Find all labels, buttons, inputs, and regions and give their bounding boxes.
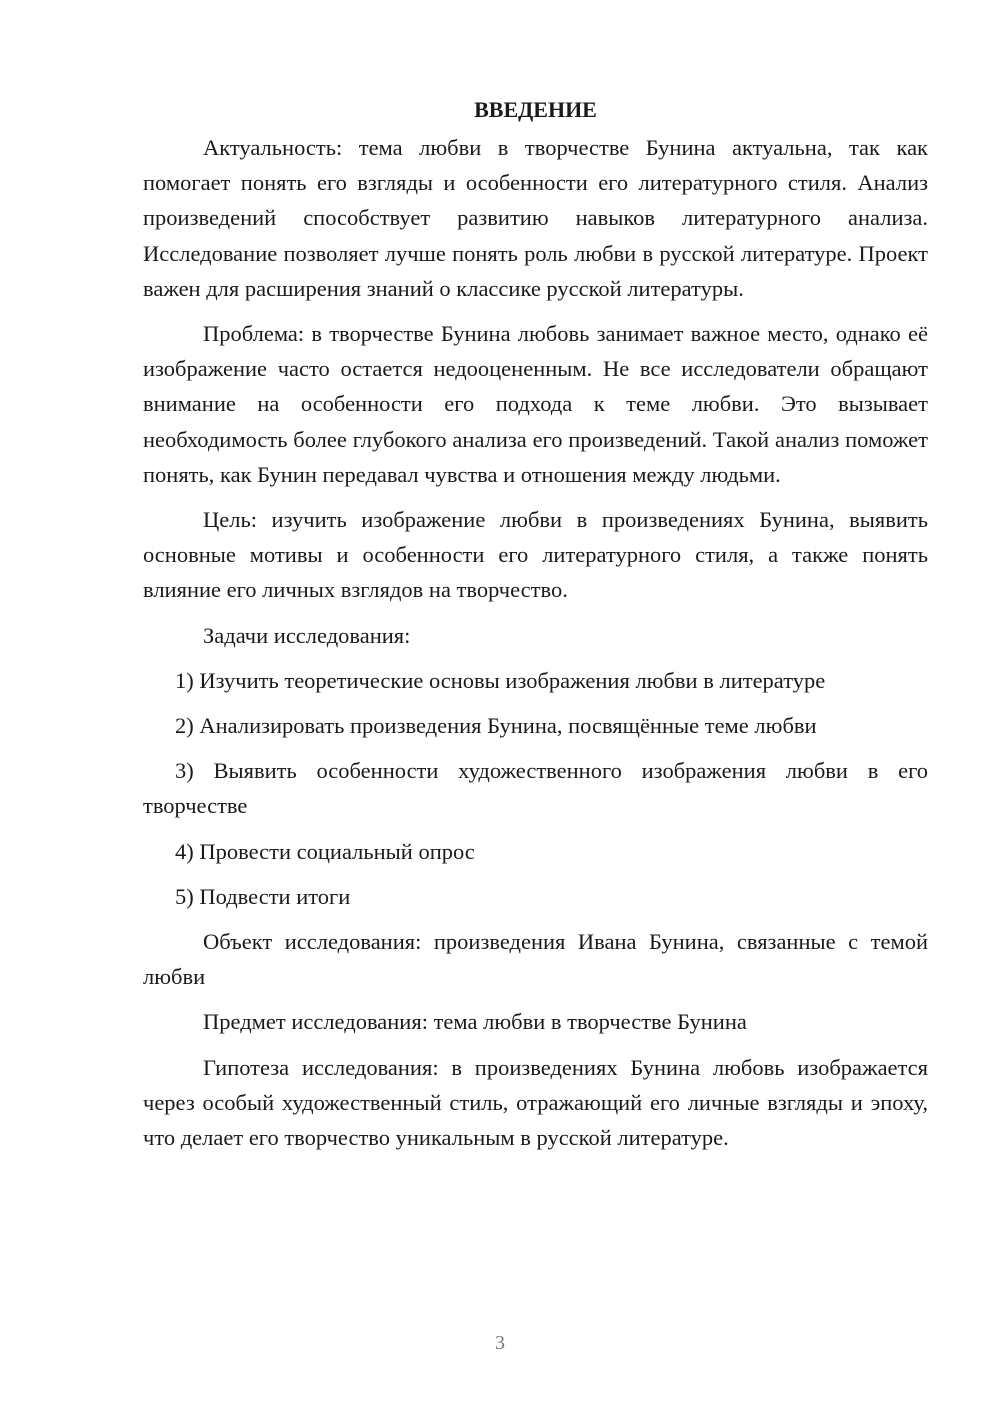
- task-item: 2) Анализировать произведения Бунина, посвящённые теме любви: [175, 713, 817, 739]
- goal-paragraph: Цель: изучить изображение любви в произведениях Бунина, выявить основные мотивы и особенности его литературного стиля, а также понять влияние его личных взглядов на творчество.: [143, 507, 928, 603]
- relevance-paragraph: Актуальность: тема любви в творчестве Бунина актуальна, так как помогает понять его взгляды и особенности его литературного стиля. Анализ произведений способствует развитию навыков литературного анализа. Исследование позволяет лучше понять роль любви в русской литературе. Проект важен для расширения знаний о классике русской литературы.: [143, 135, 928, 301]
- task-item: 3) Выявить особенности художественного изображения любви в его творчестве: [143, 758, 928, 819]
- task-item: 5) Подвести итоги: [175, 883, 351, 909]
- task-item: 1) Изучить теоретические основы изображения любви в литературе: [175, 667, 826, 693]
- page-number: 3: [495, 1332, 505, 1354]
- task-item: 4) Провести социальный опрос: [175, 838, 475, 864]
- subject-paragraph: Предмет исследования: тема любви в творчестве Бунина: [203, 1009, 747, 1035]
- hypothesis-paragraph: Гипотеза исследования: в произведениях Бунина любовь изображается через особый художественный стиль, отражающий его личные взгляды и эпоху, что делает его творчество уникальным в русской литературе.: [143, 1054, 928, 1151]
- tasks-heading: Задачи исследования:: [203, 622, 411, 648]
- document-body: [143, 92, 928, 1165]
- page-title: ВВЕДЕНИЕ: [474, 97, 597, 122]
- problem-paragraph: Проблема: в творчестве Бунина любовь занимает важное место, однако её изображение часто остается недооцененным. Не все исследователи обращают внимание на особенности его подхода к теме любви. Это вызывает необходимость более глубокого анализа его произведений. Такой анализ поможет понять, как Бунин передавал чувства и отношения между людьми.: [143, 321, 928, 487]
- object-paragraph: Объект исследования: произведения Ивана Бунина, связанные с темой любви: [143, 929, 928, 990]
